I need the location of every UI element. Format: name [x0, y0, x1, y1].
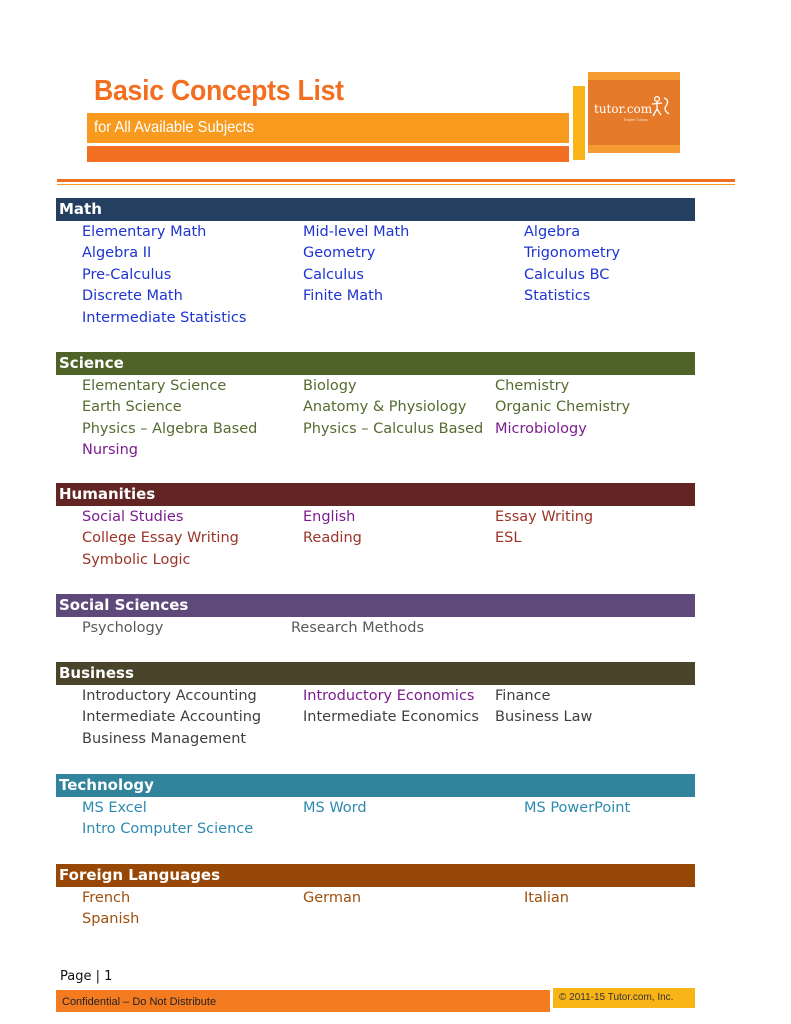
- subject-link[interactable]: Intro Computer Science: [82, 821, 254, 837]
- subject-link[interactable]: French: [82, 890, 131, 906]
- subject-link[interactable]: Italian: [524, 890, 569, 906]
- subject-link[interactable]: Finite Math: [303, 288, 384, 304]
- subject-link[interactable]: Elementary Science: [82, 378, 227, 394]
- subject-link[interactable]: ESL: [495, 530, 522, 546]
- tutor-figure-icon: [648, 94, 674, 120]
- subject-link[interactable]: Calculus: [303, 267, 364, 283]
- subject-link[interactable]: Calculus BC: [524, 267, 610, 283]
- subject-link[interactable]: Statistics: [524, 288, 591, 304]
- section-header-technology: [56, 774, 695, 797]
- subject-link[interactable]: Organic Chemistry: [495, 399, 631, 415]
- subject-link[interactable]: Microbiology: [495, 421, 587, 437]
- subject-link[interactable]: Physics – Calculus Based: [303, 421, 484, 437]
- section-header-foreign-languages: [56, 864, 695, 887]
- page-title: Basic Concepts List: [94, 75, 344, 107]
- section-header-math: [56, 198, 695, 221]
- logo-wordmark: tutor.com: [594, 102, 653, 116]
- subject-link[interactable]: Chemistry: [495, 378, 570, 394]
- subject-link[interactable]: Intermediate Accounting: [82, 709, 262, 725]
- section-title-foreign-languages: Foreign Languages: [59, 866, 221, 884]
- subject-link[interactable]: Algebra: [524, 224, 581, 240]
- subject-link[interactable]: Pre-Calculus: [82, 267, 172, 283]
- subject-link[interactable]: Algebra II: [82, 245, 152, 261]
- header-divider-thin: [57, 184, 735, 185]
- subject-link[interactable]: Discrete Math: [82, 288, 183, 304]
- subject-link[interactable]: MS Word: [303, 800, 367, 816]
- subject-link[interactable]: Earth Science: [82, 399, 182, 415]
- subject-link[interactable]: MS PowerPoint: [524, 800, 631, 816]
- subject-link[interactable]: German: [303, 890, 362, 906]
- subject-link[interactable]: Intermediate Economics: [303, 709, 479, 725]
- section-header-business: [56, 662, 695, 685]
- subject-link[interactable]: Finance: [495, 688, 551, 704]
- subject-link[interactable]: Business Law: [495, 709, 593, 725]
- subject-link[interactable]: Anatomy & Physiology: [303, 399, 467, 415]
- subject-link[interactable]: Reading: [303, 530, 362, 546]
- subject-link[interactable]: MS Excel: [82, 800, 147, 816]
- subject-link[interactable]: Trigonometry: [524, 245, 621, 261]
- section-title-math: Math: [59, 200, 102, 218]
- subject-link[interactable]: Social Studies: [82, 509, 184, 525]
- subject-link[interactable]: Introductory Accounting: [82, 688, 257, 704]
- logo-bottom-band: [588, 145, 680, 153]
- page-number: Page | 1: [60, 969, 113, 984]
- header-divider: [57, 179, 735, 182]
- subject-link[interactable]: Research Methods: [291, 620, 425, 636]
- subject-link[interactable]: College Essay Writing: [82, 530, 239, 546]
- subject-link[interactable]: Geometry: [303, 245, 376, 261]
- subject-link[interactable]: Symbolic Logic: [82, 552, 191, 568]
- subject-link[interactable]: Intermediate Statistics: [82, 310, 247, 326]
- logo-tagline: Expert Tutors: [624, 117, 648, 122]
- header-accent-bar: [87, 146, 569, 162]
- page-subtitle: for All Available Subjects: [94, 119, 255, 136]
- subject-link[interactable]: Introductory Economics: [303, 688, 475, 704]
- subject-link[interactable]: Nursing: [82, 442, 138, 458]
- copyright-notice: © 2011-15 Tutor.com, Inc.: [559, 992, 674, 1003]
- subject-link[interactable]: Elementary Math: [82, 224, 207, 240]
- subject-link[interactable]: Biology: [303, 378, 357, 394]
- section-title-science: Science: [59, 354, 124, 372]
- subject-link[interactable]: English: [303, 509, 356, 525]
- subject-link[interactable]: Mid-level Math: [303, 224, 410, 240]
- section-header-social-sciences: [56, 594, 695, 617]
- subject-link[interactable]: Essay Writing: [495, 509, 594, 525]
- subject-link[interactable]: Psychology: [82, 620, 164, 636]
- subject-link[interactable]: Spanish: [82, 911, 140, 927]
- section-header-humanities: [56, 483, 695, 506]
- section-title-social-sciences: Social Sciences: [59, 596, 189, 614]
- section-title-humanities: Humanities: [59, 485, 156, 503]
- logo-accent-strip: [573, 86, 585, 160]
- subject-link[interactable]: Physics – Algebra Based: [82, 421, 258, 437]
- section-title-technology: Technology: [59, 776, 154, 794]
- section-header-science: [56, 352, 695, 375]
- subject-link[interactable]: Business Management: [82, 731, 247, 747]
- section-title-business: Business: [59, 664, 134, 682]
- confidential-notice: Confidential – Do Not Distribute: [62, 996, 217, 1008]
- logo-top-band: [588, 72, 680, 80]
